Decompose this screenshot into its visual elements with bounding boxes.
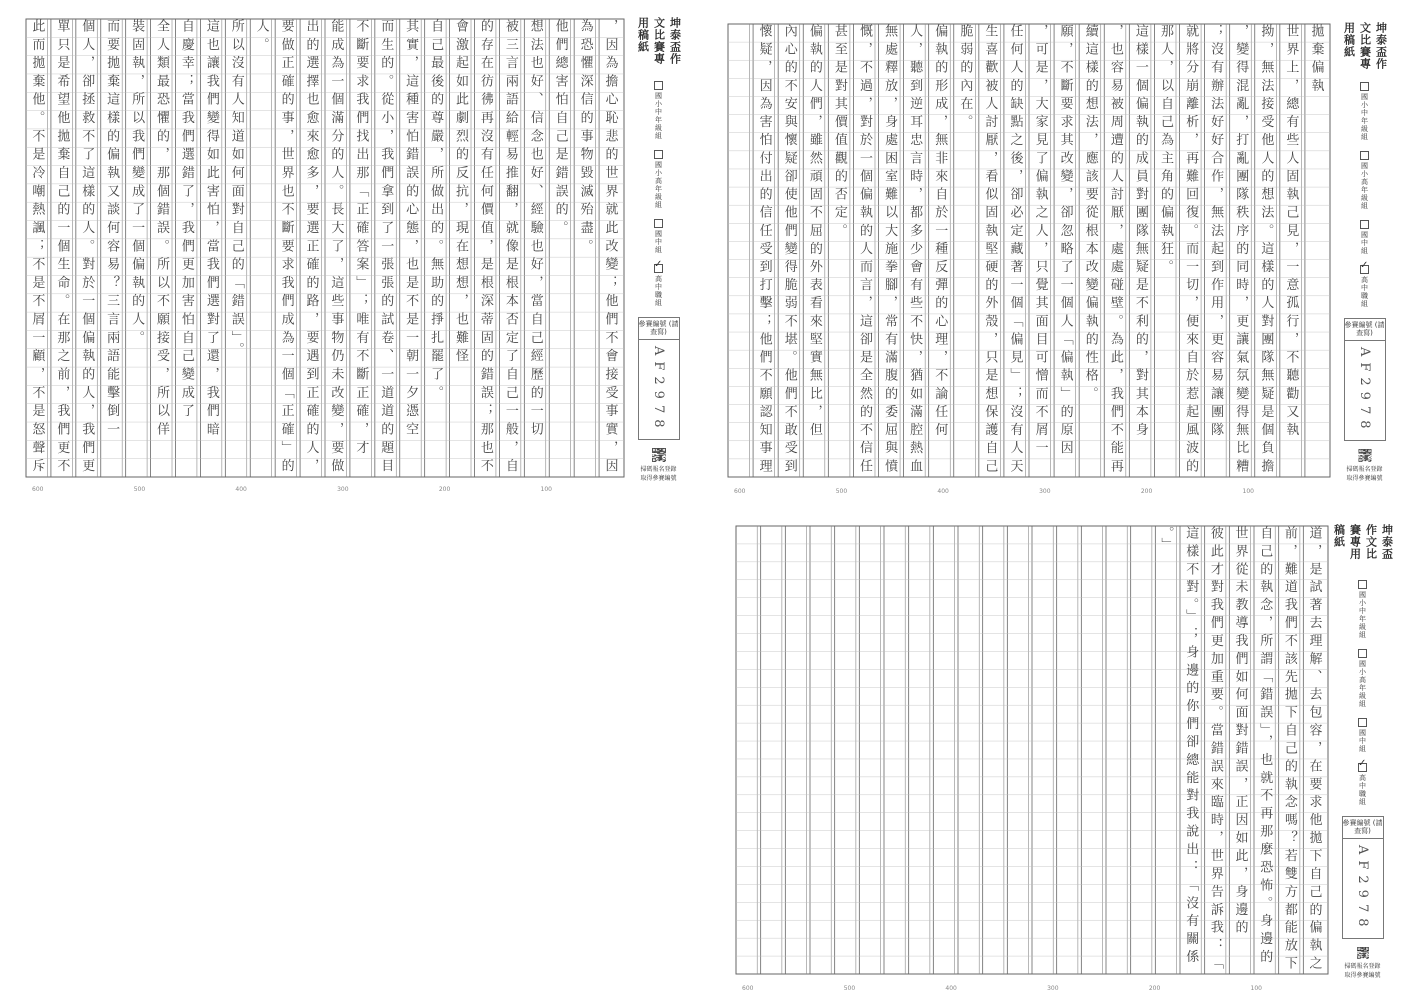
text-column: 生喜歡被人討厭，看似固執堅硬的外殼，只是想保護自己 <box>982 24 998 477</box>
level-label: 高中職組 <box>654 275 663 308</box>
level-option[interactable] <box>1360 265 1370 308</box>
level-option[interactable] <box>654 219 664 254</box>
checkbox[interactable] <box>1358 718 1367 727</box>
text-column: 拗，無法接受他人的想法。這樣的人對團隊無疑是個負擔 <box>1258 24 1274 477</box>
text-column: 內心的不安與懷疑卻使他們變得脆弱不堪。他們不敢受到 <box>781 24 797 477</box>
level-option[interactable] <box>654 150 664 209</box>
qr-code-icon <box>1346 947 1380 959</box>
text-column: ，也容易被周遭的人討厭，處處碰壁。為此，我們不能再 <box>1107 24 1123 477</box>
text-column: 為恐懼深信的事物毀滅殆盡。 <box>577 19 593 258</box>
text-column: 偏執的形成，無非來自於一種反彈的心理，不論任何 <box>932 24 948 441</box>
checkbox[interactable] <box>1358 580 1367 589</box>
text-column: 人。 <box>253 19 269 56</box>
text-column: 裝固執，所以我們變成了一個偏執的人。 <box>129 19 145 349</box>
text-column: 其實，這種害怕錯誤的心態，也是不是一朝一夕憑空 <box>403 19 419 441</box>
text-column: 前，難道我們不該先拋下自己的執念嗎？若雙方都能放下 <box>1281 526 1297 974</box>
checkbox[interactable] <box>654 219 663 228</box>
text-column: ，可是，大家見了偏執之人，只覺其面目可憎而不屑一 <box>1032 24 1048 459</box>
scale-tick: 300 <box>1039 488 1051 495</box>
scale-tick: 200 <box>1140 488 1153 495</box>
text-column: 會激起如此劇烈的反抗，現在想想，也難怪 <box>453 19 468 368</box>
scale-tick: 200 <box>438 486 451 493</box>
scale-tick: 500 <box>133 486 146 493</box>
scale-tick: 600 <box>742 985 754 992</box>
text-column: 不斷要求我們找出那「正確答案」；唯有不斷正確，才 <box>353 19 369 459</box>
text-column: 世界上，總有些人固執己見，一意孤行，不聽勸又執 <box>1283 24 1299 441</box>
text-column: 脆弱的內在。 <box>957 24 973 133</box>
text-column: 他們總害怕自己是錯誤的。 <box>552 19 568 239</box>
checked-checkbox[interactable] <box>654 264 663 273</box>
text-column: 自己的執念，所謂「錯誤」，也就不再那麼恐怖。身邊的 <box>1257 526 1273 968</box>
checkbox[interactable] <box>1360 220 1369 229</box>
text-column: 要做正確的事，世界也不斷要求我們成為一個「正確」的 <box>278 19 294 477</box>
essay-page-1 <box>18 5 686 495</box>
text-column: 那人，以自己為主角的偏執狂。 <box>1157 24 1173 278</box>
text-column: 任何人的缺點之後，卻必定藏著一個「偏見」；沒有人天 <box>1007 24 1023 477</box>
text-column: 個人，卻拯救不了這樣的人。對於一個偏執的人，我們更 <box>79 19 95 477</box>
scale-tick: 100 <box>1242 488 1254 495</box>
scale-tick: 500 <box>835 488 848 495</box>
text-column: 的存在彷彿再沒有任何價值，是根深蒂固的錯誤；那也不 <box>477 19 493 477</box>
scale-tick: 500 <box>843 985 856 992</box>
level-option[interactable] <box>1360 220 1370 255</box>
qr-caption-line-1: 掃碼報名登錄 <box>1344 963 1381 971</box>
level-label: 國中組 <box>1358 729 1367 754</box>
text-column: 而生的。從小，我們拿到了一張張的試卷、一道道的題目 <box>378 19 394 477</box>
text-column: 無處釋放，身處困室難以大施拳腳，常有滿腹的委屈與憤 <box>882 24 898 477</box>
text-column: 全人類最恐懼的，那個錯誤。所以不願接受，所以佯 <box>154 19 169 441</box>
scale-tick: 100 <box>1250 985 1262 992</box>
level-option[interactable] <box>1358 580 1368 639</box>
text-column: 願，不斷要求其改變，卻忽略了一個人「偏執」的原因 <box>1057 24 1073 459</box>
text-column: ；沒有辦法好好合作，無法起到作用，更容易讓團隊 <box>1208 24 1224 441</box>
text-column: 這樣一個偏執的成員對團隊無疑是不利的，對其本身 <box>1132 24 1148 441</box>
level-label: 高中職組 <box>1358 774 1367 807</box>
qr-code-icon <box>642 448 676 462</box>
text-column: ，因為擔心恥悲的世界就此改變；他們不會接受事實，因 <box>602 19 618 477</box>
text-column: 拋棄偏執 <box>1308 24 1324 97</box>
text-column: 出的選擇也愈來愈多，要選正確的路，要遇到正確的人， <box>303 19 319 477</box>
text-column: 被三言兩語給輕易推翻，就像是根本否定了自己一般，自 <box>502 19 518 477</box>
text-column: 此而拋棄他。不是冷嘲熱諷；不是不屑一顧，不是怒聲斥 <box>29 19 45 477</box>
text-column: 懷疑，因為害怕付出的信任受到打擊；他們不願認知事理 <box>756 24 772 477</box>
qr-caption <box>1346 466 1382 483</box>
checkbox[interactable] <box>1360 151 1369 160</box>
checkbox[interactable] <box>1358 649 1367 658</box>
entry-id-value: AF2978 <box>1357 346 1372 435</box>
text-column: 世界從未教導我們如何面對錯誤，正因如此，身邊的 <box>1232 526 1248 939</box>
checked-checkbox[interactable] <box>1358 763 1367 772</box>
text-column: 所以沒有人知道如何面對自己的「錯誤」。 <box>228 19 244 361</box>
text-column: 慨，不過，對於一個偏執的人而言，這卻是全然的不信任 <box>856 24 872 477</box>
level-options <box>1360 72 1370 308</box>
form-sidebar <box>631 13 686 483</box>
level-label: 高中職組 <box>1360 276 1369 309</box>
text-column: 人，聽到逆耳忠言時，都多少會有些不快，猶如滿腔熱血 <box>907 24 923 477</box>
text-column: 自慶幸；當我們選錯了，我們更加害怕自己變成了 <box>178 19 194 423</box>
form-sidebar <box>1337 18 1392 483</box>
level-label: 國小高年級組 <box>1358 660 1367 709</box>
scale-tick: 400 <box>937 488 949 495</box>
scale-tick: 100 <box>540 486 552 493</box>
scale-ticks <box>32 486 552 493</box>
qr-caption-line-2: 取得參賽編號 <box>640 474 677 482</box>
text-column: 能成為一個滿分的人。長大了，這些事物仍未改變，要做 <box>328 19 344 477</box>
entry-id-label: 參賽編號 (請查寫) <box>1345 319 1385 341</box>
checkbox[interactable] <box>654 81 663 90</box>
level-option[interactable] <box>654 81 664 140</box>
entry-id-value: AF2978 <box>651 345 666 434</box>
text-column: 。」 <box>1158 526 1174 556</box>
entry-id-label: 參賽編號 (請查寫) <box>1343 817 1383 839</box>
checkbox[interactable] <box>1360 82 1369 91</box>
text-column: 這也讓我們變得如此害怕，當我們選對了還，我們暗 <box>203 19 219 441</box>
text-column: ，變得混亂，打亂團隊秩序的同時，更讓氣氛變得無比糟 <box>1233 24 1249 477</box>
essay-page-2 <box>720 10 1392 495</box>
entry-id-box <box>638 317 680 440</box>
text-column: 想法也好、信念也好、經驗也好，當自己經歷的一切 <box>527 19 543 441</box>
qr-caption <box>1344 963 1380 980</box>
form-sidebar <box>1332 520 1394 980</box>
qr-code-icon <box>1348 449 1382 462</box>
scale-tick: 300 <box>1047 985 1059 992</box>
scale-tick: 300 <box>337 486 349 493</box>
level-label: 國小高年級組 <box>1360 162 1369 211</box>
qr-caption-line-1: 掃碼報名登錄 <box>1346 466 1383 474</box>
level-options <box>1358 570 1368 806</box>
level-label: 國小高年級組 <box>654 161 663 210</box>
qr-caption-line-2: 取得參賽編號 <box>1346 474 1383 482</box>
entry-id-value: AF2978 <box>1355 844 1370 933</box>
level-option[interactable] <box>1358 718 1368 753</box>
qr-caption-line-1: 掃碼報名登錄 <box>640 466 677 474</box>
level-option[interactable] <box>1360 151 1370 210</box>
checked-checkbox[interactable] <box>1360 265 1369 274</box>
text-column: 續這樣的想法，應該要從根本改變偏執的性格。 <box>1082 24 1098 405</box>
level-label: 國中組 <box>1360 231 1369 256</box>
scale-tick: 600 <box>734 488 746 495</box>
scale-tick: 400 <box>945 985 957 992</box>
text-column: 單只是希望他拋棄自己的一個生命。在那之前，我們更不 <box>54 19 70 477</box>
qr-caption-line-2: 取得參賽編號 <box>1344 971 1381 979</box>
checkbox[interactable] <box>654 150 663 159</box>
text-column: 而要拋棄這樣的偏執又談何容易？三言兩語能擊倒一 <box>104 19 120 441</box>
text-column: 偏執的人們，雖然頑固不屈的外表看來堅實無比，但 <box>806 24 822 441</box>
text-column: 道，是試著去理解、去包容，在要求他拋下自己的偏執之 <box>1306 526 1322 974</box>
form-title: 坤泰盃作文比賽專用稿紙 <box>636 17 682 65</box>
text-column: 這樣不對。」；身邊的你們卻總能對我說出：「沒有關係 <box>1183 526 1199 968</box>
level-option[interactable] <box>1360 82 1370 141</box>
entry-id-box <box>1344 318 1386 441</box>
text-column: 就將分崩離析，再難回復。而一切，便來自於惹起風波的 <box>1183 24 1199 477</box>
level-option[interactable] <box>1358 763 1368 806</box>
level-option[interactable] <box>1358 649 1368 708</box>
level-label: 國中組 <box>654 230 663 255</box>
scale-ticks <box>734 488 1254 495</box>
form-title: 坤泰盃作文比賽專用稿紙 <box>1342 22 1388 70</box>
qr-caption <box>640 466 676 483</box>
level-option[interactable] <box>654 264 664 307</box>
level-label: 國小中年級組 <box>1360 93 1369 142</box>
essay-page-3 <box>728 512 1394 992</box>
entry-id-label: 參賽編號 (請查寫) <box>639 318 679 340</box>
level-options <box>654 71 664 307</box>
text-column: 甚至是對其價值觀的否定。 <box>831 24 847 242</box>
scale-tick: 600 <box>32 486 44 493</box>
scale-ticks <box>742 985 1262 992</box>
text-column: 彼此才對我們更加重要。當錯誤來臨時，世界告訴我：「 <box>1207 526 1223 974</box>
text-column: 自己最後的尊嚴，所做出的。無助的掙扎罷了。 <box>428 19 444 404</box>
level-label: 國小中年級組 <box>1358 591 1367 640</box>
form-title: 坤泰盃作文比賽專用稿紙 <box>1332 524 1394 560</box>
scale-tick: 200 <box>1148 985 1161 992</box>
level-label: 國小中年級組 <box>654 92 663 141</box>
entry-id-box <box>1342 816 1384 939</box>
scale-tick: 400 <box>235 486 247 493</box>
